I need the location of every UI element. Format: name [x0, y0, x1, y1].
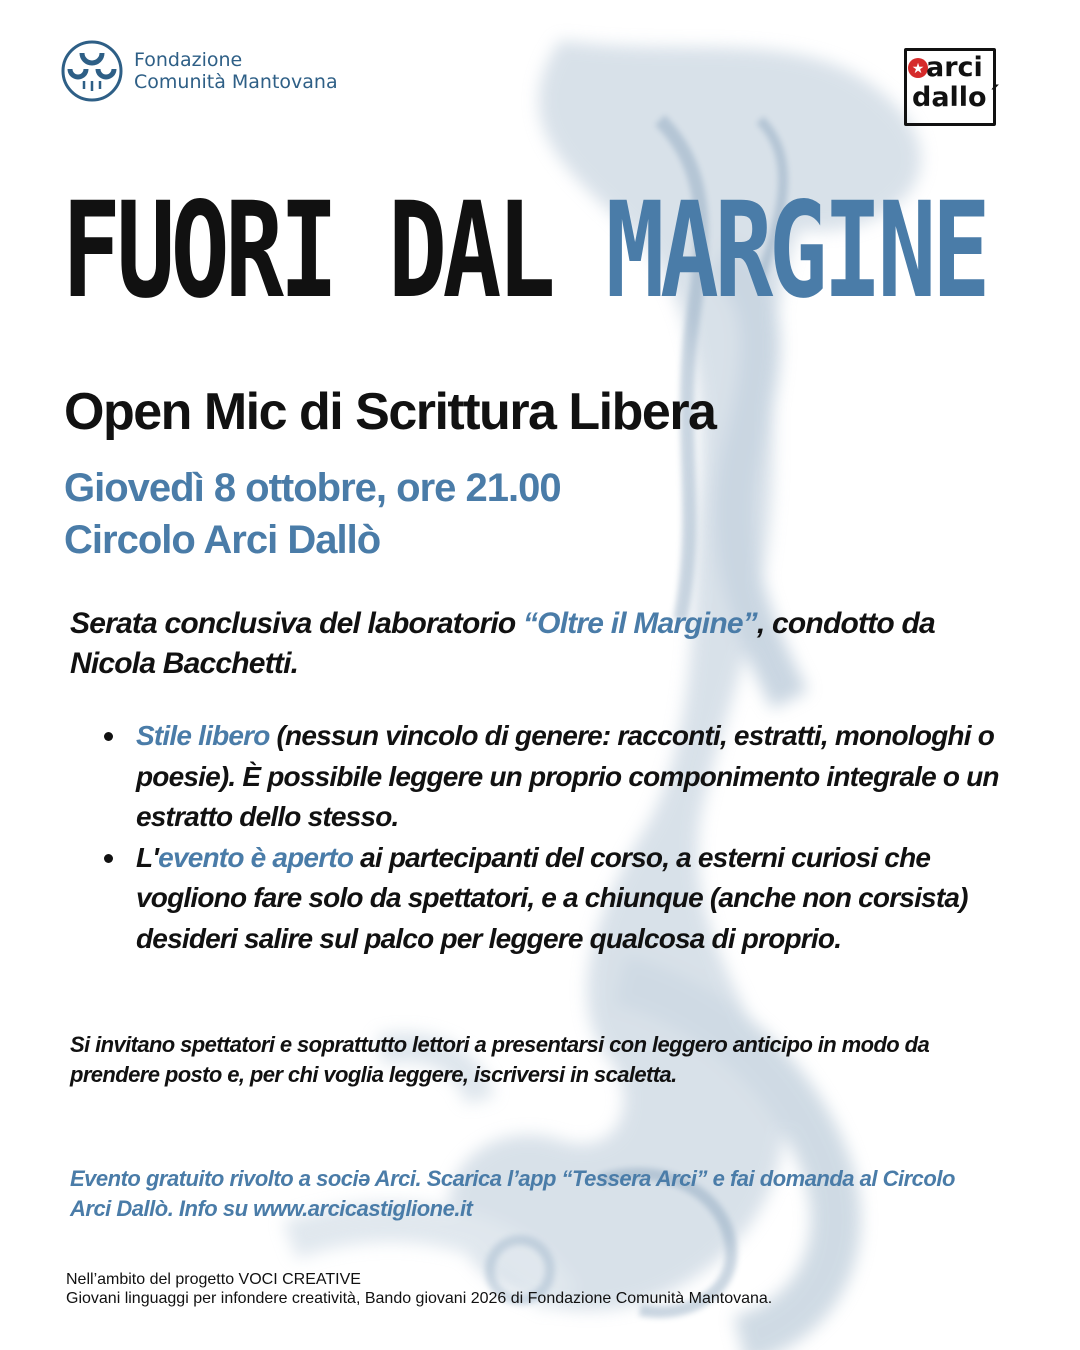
event-date: Giovedì 8 ottobre, ore 21.00 [64, 466, 561, 510]
event-info [64, 462, 1024, 566]
bullet-highlight: evento è aperto [158, 841, 354, 873]
fondazione-name-line1: Fondazione [134, 49, 243, 71]
event-venue: Circolo Arci Dallò [64, 518, 381, 562]
intro-paragraph [70, 604, 970, 684]
fondazione-logo [60, 38, 360, 104]
arci-logo-line1: arci [926, 52, 983, 83]
arci-logo-line2: dallo´ [912, 82, 1001, 113]
poster-title [62, 148, 987, 354]
intro-before: Serata conclusiva del laboratorio [70, 607, 523, 640]
footer-line1: Nell’ambito del progetto VOCI CREATIVE [66, 1271, 361, 1288]
intro-highlight: “Oltre il Margine” [522, 607, 757, 640]
red-star-icon: ★ [908, 58, 928, 78]
footer-credits [66, 1270, 1026, 1308]
bullet-text: (nessun vincolo di genere: racconti, estratti, monologhi o poesie). È possibile leggere un proprio componimento integrale o un estratto dello stesso. [136, 720, 999, 832]
intro-after: , condotto da Nicola Bacchetti. [70, 607, 935, 680]
fondazione-name-line2: Comunità Mantovana [134, 71, 338, 93]
title-part-1: FUORI DAL [62, 174, 606, 328]
bullet-highlight: Stile libero [136, 720, 270, 751]
bullet-text: ai partecipanti del corso, a esterni curiosi che vogliono fare solo da spettatori, e a chiunque (anche non corsista) desideri salire sul palco per leggere qualcosa di proprio. [136, 841, 968, 954]
fondazione-emblem-icon [60, 39, 124, 103]
details-list [100, 716, 1030, 959]
title-part-2: MARGINE [605, 174, 987, 328]
list-item [100, 838, 1030, 960]
footer-line2: Giovani linguaggi per infondere creatività, Bando giovani 2026 di Fondazione Comunità Mantovana. [66, 1290, 773, 1307]
list-item [100, 716, 1030, 838]
event-heading: Open Mic di Scrittura Libera [64, 383, 716, 441]
free-event-info: Evento gratuito rivolto a sociə Arci. Scarica l’app “Tessera Arci” e fai domanda al Circolo Arci Dallò. Info su www.arcicastiglione.it [70, 1166, 955, 1221]
arci-dallo-logo [898, 40, 1002, 128]
arrival-note: Si invitano spettatori e soprattutto lettori a presentarsi con leggero anticipo in modo da prendere posto e, per chi voglia leggere, iscriversi in scaletta. [70, 1032, 930, 1087]
bullet-lead: L' [136, 841, 159, 873]
